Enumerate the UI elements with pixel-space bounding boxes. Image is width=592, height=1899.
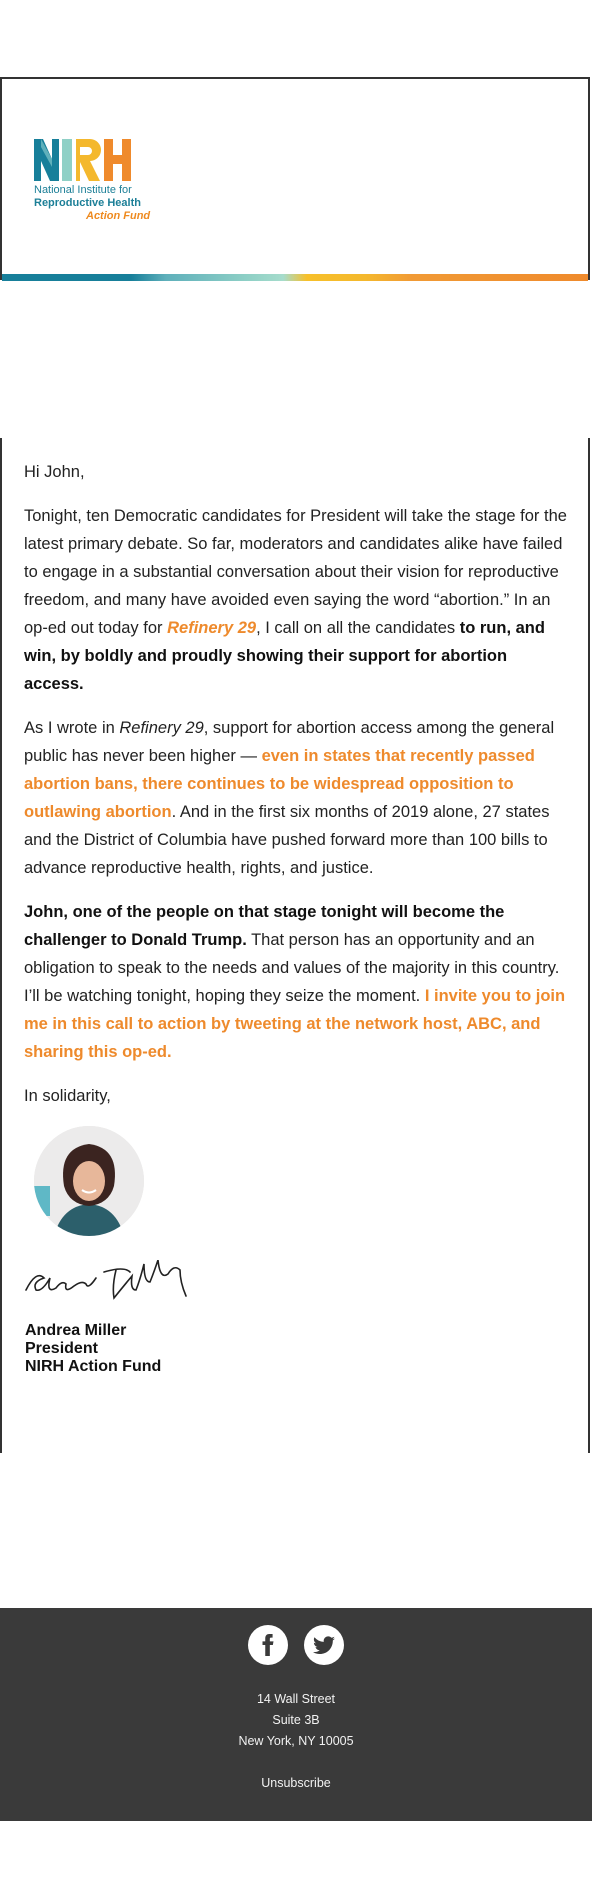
- paragraph-1: [24, 502, 569, 698]
- p3-bold: John, one of the people on that stage tonight will become the challenger to Donald Trump.: [24, 903, 505, 949]
- p3-text-a: That person has an opportunity and an obligation to speak to the needs and values of the majority in this country. I’ll be watching tonight, hoping they seize the moment.: [24, 931, 560, 1005]
- signer-name: Andrea Miller: [25, 1322, 127, 1339]
- closing: In solidarity,: [24, 1087, 111, 1105]
- nirh-logo[interactable]: [34, 137, 154, 223]
- logo-line-2: Reproductive Health: [34, 197, 141, 209]
- paragraph-2: [24, 714, 569, 882]
- facebook-icon[interactable]: [248, 1625, 288, 1665]
- logo-line-3: Action Fund: [86, 210, 151, 222]
- p2-text-c: . And in the first six months of 2019 alone, 27 states and the District of Columbia have pushed forward more than 100 bills to advance reproductive health, rights, and justice.: [24, 803, 550, 877]
- p1-text-a: Tonight, ten Democratic candidates for President will take the stage for the latest primary debate. So far, moderators and candidates alike have failed to engage in a substantial conversation about their vision for reproductive freedom, and many have avoided even saying the word “abortion.” In an op-ed out today for: [24, 507, 567, 637]
- signature-image: [24, 1260, 204, 1310]
- signature-block: [25, 1322, 161, 1376]
- p2-italic: Refinery 29: [119, 719, 204, 737]
- signer-org: NIRH Action Fund: [25, 1358, 162, 1375]
- social-links: [0, 1625, 592, 1665]
- email-header: [0, 77, 590, 280]
- p2-text-a: As I wrote in: [24, 719, 120, 737]
- paragraph-3: [24, 898, 569, 1066]
- address-line-2: Suite 3B: [272, 1713, 320, 1727]
- unsubscribe-link[interactable]: Unsubscribe: [261, 1776, 331, 1790]
- logo-line-1: National Institute for: [34, 184, 132, 196]
- nirh-logo-mark: [34, 137, 154, 181]
- color-stripe-divider: [2, 274, 588, 281]
- p2-text-b: , support for abortion access among the general public has never been higher —: [24, 719, 555, 765]
- address-line-1: 14 Wall Street: [256, 1692, 336, 1706]
- address-line-3: New York, NY 10005: [238, 1734, 354, 1748]
- greeting: Hi John,: [24, 463, 85, 481]
- refinery29-link[interactable]: Refinery 29: [167, 619, 257, 637]
- call-to-action-link[interactable]: I invite you to join me in this call to action by tweeting at the network host, ABC, and sharing this op-ed.: [24, 987, 566, 1061]
- twitter-icon[interactable]: [304, 1625, 344, 1665]
- opposition-link[interactable]: even in states that recently passed abortion bans, there continues to be widespread opposition to outlawing abortion: [24, 747, 535, 821]
- p1-bold: to run, and win, by boldly and proudly showing their support for abortion access.: [24, 619, 545, 693]
- email-footer: [0, 1608, 592, 1821]
- author-photo: [34, 1126, 144, 1236]
- p1-text-b: , I call on all the candidates: [256, 619, 460, 637]
- signer-title: President: [25, 1340, 98, 1357]
- letter-content: [24, 438, 569, 1126]
- letter-body: [0, 438, 590, 1453]
